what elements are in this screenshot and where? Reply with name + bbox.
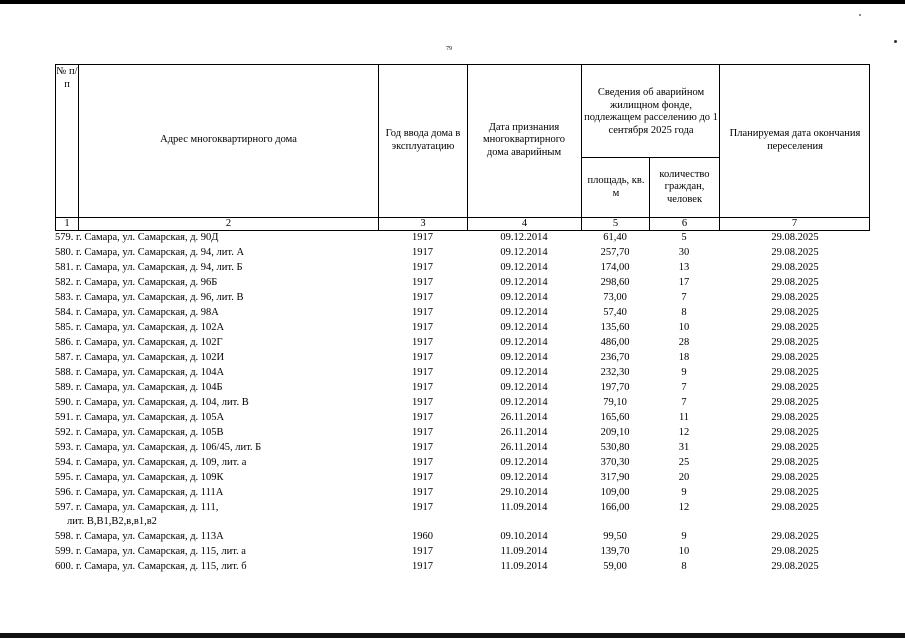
cell-year: 1917 (412, 546, 433, 557)
cell-year: 1917 (412, 487, 433, 498)
cell-end-date: 29.08.2025 (771, 277, 819, 288)
cell-year: 1917 (412, 292, 433, 303)
header-number: 5 (612, 218, 619, 229)
cell-address: 594. г. Самара, ул. Самарская, д. 109, лит. а (55, 457, 247, 468)
cell-year: 1917 (412, 397, 433, 408)
cell-end-date: 29.08.2025 (771, 427, 819, 438)
cell-year: 1960 (412, 531, 433, 542)
cell-year: 1917 (412, 442, 433, 453)
cell-area: 165,60 (600, 412, 630, 423)
cell-end-date: 29.08.2025 (771, 502, 819, 513)
table-row (55, 441, 870, 456)
cell-year: 1917 (412, 322, 433, 333)
header-number: 4 (521, 218, 528, 229)
header-col-end: Планируемая дата окончания переселения (729, 128, 861, 152)
cell-date: 09.12.2014 (500, 322, 548, 333)
cell-area: 257,70 (600, 247, 630, 258)
cell-area: 61,40 (603, 232, 627, 243)
cell-date: 09.12.2014 (500, 367, 548, 378)
cell-year: 1917 (412, 307, 433, 318)
cell-year: 1917 (412, 502, 433, 513)
header-col-address: Адрес многоквартирного дома (160, 134, 297, 146)
header-col-date: Дата признания многоквартирного дома аварийным (482, 121, 566, 158)
cell-people: 8 (681, 307, 687, 318)
cell-address: 595. г. Самара, ул. Самарская, д. 109К (55, 472, 224, 483)
table-row (55, 471, 870, 486)
cell-date: 11.09.2014 (500, 561, 548, 572)
cell-address: 596. г. Самара, ул. Самарская, д. 111А (55, 487, 224, 498)
cell-people: 9 (681, 367, 687, 378)
cell-address: 586. г. Самара, ул. Самарская, д. 102Г (55, 337, 223, 348)
table-row (55, 411, 870, 426)
cell-year: 1917 (412, 382, 433, 393)
cell-address-line2: лит. В,В1,В2,в,в1,в2 (67, 516, 157, 527)
cell-address: 580. г. Самара, ул. Самарская, д. 94, лит. А (55, 247, 245, 258)
header-number: 2 (225, 218, 232, 229)
cell-address: 592. г. Самара, ул. Самарская, д. 105В (55, 427, 224, 438)
table-row (55, 530, 870, 545)
cell-end-date: 29.08.2025 (771, 561, 819, 572)
cell-year: 1917 (412, 247, 433, 258)
cell-address: 581. г. Самара, ул. Самарская, д. 94, лит. Б (55, 262, 243, 273)
header-number: 3 (420, 218, 426, 229)
cell-area: 236,70 (600, 352, 630, 363)
header-border (719, 64, 720, 231)
cell-people: 11 (678, 412, 690, 423)
cell-year: 1917 (412, 457, 433, 468)
table-body (55, 231, 870, 575)
cell-end-date: 29.08.2025 (771, 367, 819, 378)
cell-end-date: 29.08.2025 (771, 457, 819, 468)
cell-address: 585. г. Самара, ул. Самарская, д. 102А (55, 322, 225, 333)
table-row (55, 381, 870, 396)
cell-year: 1917 (412, 232, 433, 243)
table-row (55, 291, 870, 306)
cell-date: 09.12.2014 (500, 277, 548, 288)
cell-end-date: 29.08.2025 (771, 472, 819, 483)
cell-end-date: 29.08.2025 (771, 531, 819, 542)
table-row (55, 486, 870, 501)
cell-end-date: 29.08.2025 (771, 382, 819, 393)
cell-end-date: 29.08.2025 (771, 352, 819, 363)
table-row (55, 426, 870, 441)
cell-end-date: 29.08.2025 (771, 292, 819, 303)
cell-end-date: 29.08.2025 (771, 487, 819, 498)
scan-speck (859, 14, 861, 16)
table-row (55, 261, 870, 276)
table-row (55, 396, 870, 411)
cell-date: 09.10.2014 (500, 531, 548, 542)
cell-people: 25 (678, 457, 690, 468)
cell-date: 26.11.2014 (500, 442, 548, 453)
header-number: 1 (64, 218, 70, 229)
cell-people: 17 (678, 277, 690, 288)
cell-area: 232,30 (600, 367, 630, 378)
header-col-no: № п/п (56, 66, 78, 90)
header-col-people: количество граждан, человек (659, 168, 710, 205)
cell-people: 28 (678, 337, 690, 348)
cell-people: 20 (678, 472, 690, 483)
cell-end-date: 29.08.2025 (771, 322, 819, 333)
cell-people: 13 (678, 262, 690, 273)
cell-year: 1917 (412, 277, 433, 288)
cell-area: 174,00 (600, 262, 630, 273)
cell-end-date: 29.08.2025 (771, 232, 819, 243)
cell-address-line1: 597. г. Самара, ул. Самарская, д. 111, (55, 502, 219, 513)
table-row (55, 351, 870, 366)
cell-date: 09.12.2014 (500, 337, 548, 348)
cell-date: 26.11.2014 (500, 412, 548, 423)
cell-people: 12 (678, 502, 690, 513)
cell-address: 579. г. Самара, ул. Самарская, д. 90Д (55, 232, 219, 243)
cell-date: 11.09.2014 (500, 546, 548, 557)
cell-area: 135,60 (600, 322, 630, 333)
cell-area: 139,70 (600, 546, 630, 557)
cell-date: 09.12.2014 (500, 307, 548, 318)
table-row (55, 306, 870, 321)
cell-address: 590. г. Самара, ул. Самарская, д. 104, лит. В (55, 397, 249, 408)
cell-end-date: 29.08.2025 (771, 247, 819, 258)
cell-area: 109,00 (600, 487, 630, 498)
cell-date: 09.12.2014 (500, 232, 548, 243)
cell-address: 583. г. Самара, ул. Самарская, д. 96, лит. В (55, 292, 244, 303)
cell-year: 1917 (412, 412, 433, 423)
cell-year: 1917 (412, 262, 433, 273)
cell-date: 09.12.2014 (500, 247, 548, 258)
scan-border-bottom (0, 633, 905, 638)
table-row (55, 366, 870, 381)
scan-border-top (0, 0, 905, 4)
table-row (55, 560, 870, 575)
header-border (467, 64, 468, 231)
cell-address: 582. г. Самара, ул. Самарская, д. 96Б (55, 277, 218, 288)
cell-people: 7 (681, 382, 687, 393)
cell-date: 29.10.2014 (500, 487, 548, 498)
cell-end-date: 29.08.2025 (771, 262, 819, 273)
cell-area: 370,30 (600, 457, 630, 468)
cell-area: 57,40 (603, 307, 627, 318)
cell-area: 73,00 (603, 292, 627, 303)
cell-area: 530,80 (600, 442, 630, 453)
cell-year: 1917 (412, 427, 433, 438)
cell-address: 584. г. Самара, ул. Самарская, д. 98А (55, 307, 219, 318)
header-col-area: площадь, кв. м (587, 175, 645, 199)
cell-people: 7 (681, 292, 687, 303)
table-row (55, 545, 870, 560)
cell-address: 591. г. Самара, ул. Самарская, д. 105А (55, 412, 225, 423)
cell-people: 10 (678, 546, 690, 557)
header-col-info: Сведения об аварийном жилищном фонде, подлежащем расселению до 1 сентября 2025 года (584, 87, 718, 136)
cell-address: 593. г. Самара, ул. Самарская, д. 106/45, лит. Б (55, 442, 262, 453)
table-row (55, 276, 870, 291)
cell-area: 298,60 (600, 277, 630, 288)
cell-date: 09.12.2014 (500, 292, 548, 303)
cell-people: 30 (678, 247, 690, 258)
table-row (55, 231, 870, 246)
cell-year: 1917 (412, 472, 433, 483)
page-number: 79 (446, 46, 452, 52)
cell-area: 317,90 (600, 472, 630, 483)
table-row (55, 501, 870, 530)
cell-people: 9 (681, 531, 687, 542)
cell-area: 209,10 (600, 427, 630, 438)
cell-address (55, 501, 377, 529)
cell-end-date: 29.08.2025 (771, 307, 819, 318)
cell-area: 197,70 (600, 382, 630, 393)
cell-end-date: 29.08.2025 (771, 442, 819, 453)
cell-date: 09.12.2014 (500, 457, 548, 468)
cell-area: 99,50 (603, 531, 627, 542)
cell-address: 600. г. Самара, ул. Самарская, д. 115, лит. б (55, 561, 247, 572)
cell-date: 26.11.2014 (500, 427, 548, 438)
cell-date: 09.12.2014 (500, 382, 548, 393)
table-row (55, 321, 870, 336)
cell-area: 79,10 (603, 397, 627, 408)
cell-people: 18 (678, 352, 690, 363)
cell-end-date: 29.08.2025 (771, 412, 819, 423)
cell-people: 7 (681, 397, 687, 408)
cell-area: 59,00 (603, 561, 627, 572)
cell-address: 598. г. Самара, ул. Самарская, д. 113А (55, 531, 224, 542)
cell-end-date: 29.08.2025 (771, 397, 819, 408)
table-header (55, 64, 870, 231)
cell-end-date: 29.08.2025 (771, 337, 819, 348)
cell-year: 1917 (412, 337, 433, 348)
cell-end-date: 29.08.2025 (771, 546, 819, 557)
cell-date: 09.12.2014 (500, 262, 548, 273)
cell-address: 588. г. Самара, ул. Самарская, д. 104А (55, 367, 225, 378)
cell-year: 1917 (412, 352, 433, 363)
cell-people: 5 (681, 232, 687, 243)
table-row (55, 336, 870, 351)
cell-people: 10 (678, 322, 690, 333)
header-number: 6 (681, 218, 688, 229)
cell-address: 599. г. Самара, ул. Самарская, д. 115, лит. а (55, 546, 246, 557)
header-col-year: Год ввода дома в эксплуатацию (385, 128, 461, 152)
cell-date: 09.12.2014 (500, 472, 548, 483)
cell-area: 166,00 (600, 502, 630, 513)
cell-people: 12 (678, 427, 690, 438)
cell-people: 31 (678, 442, 690, 453)
scan-speck (894, 40, 897, 43)
cell-people: 9 (681, 487, 687, 498)
header-border (869, 64, 870, 231)
cell-address: 587. г. Самара, ул. Самарская, д. 102И (55, 352, 225, 363)
header-number: 7 (791, 218, 798, 229)
cell-date: 09.12.2014 (500, 352, 548, 363)
cell-people: 8 (681, 561, 687, 572)
cell-address: 589. г. Самара, ул. Самарская, д. 104Б (55, 382, 223, 393)
cell-date: 09.12.2014 (500, 397, 548, 408)
cell-date: 11.09.2014 (500, 502, 548, 513)
table-row (55, 246, 870, 261)
cell-area: 486,00 (600, 337, 630, 348)
table-row (55, 456, 870, 471)
header-border (581, 64, 582, 231)
cell-year: 1917 (412, 367, 433, 378)
cell-year: 1917 (412, 561, 433, 572)
